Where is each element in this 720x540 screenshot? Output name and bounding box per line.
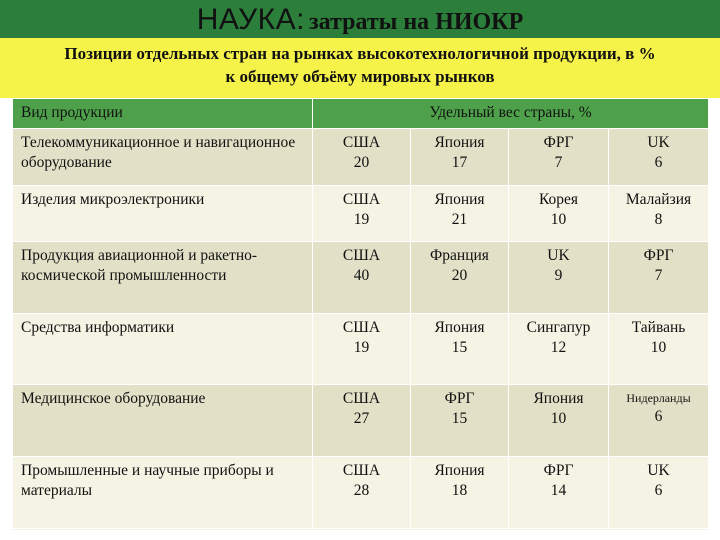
market-share-table bbox=[12, 98, 709, 529]
header-product: Вид продукции bbox=[13, 99, 313, 129]
country-name: Малайзия bbox=[625, 191, 692, 208]
product-name-cell: Промышленные и научные приборы и материалы bbox=[13, 457, 313, 529]
product-name-cell: Продукция авиационной и ракетно-космической промышленности bbox=[13, 242, 313, 314]
country-share-cell bbox=[313, 385, 411, 457]
country-share-cell bbox=[609, 457, 709, 529]
product-name-cell: Изделия микроэлектроники bbox=[13, 186, 313, 242]
country-share-cell bbox=[411, 242, 509, 314]
share-value: 28 bbox=[353, 482, 370, 499]
country-name: США bbox=[342, 191, 381, 208]
country-name: США bbox=[342, 319, 381, 336]
country-name: Япония bbox=[434, 134, 485, 151]
country-share-cell bbox=[313, 186, 411, 242]
share-value: 6 bbox=[654, 482, 663, 499]
product-name-cell: Телекоммуникационное и навигационное оборудование bbox=[13, 129, 313, 186]
country-share-cell bbox=[411, 314, 509, 385]
table-row bbox=[13, 186, 709, 242]
share-value: 40 bbox=[353, 267, 370, 284]
country-share-cell bbox=[509, 186, 609, 242]
country-name: Сингапур bbox=[526, 319, 591, 336]
table-row bbox=[13, 385, 709, 457]
country-share-cell bbox=[509, 242, 609, 314]
country-name: США bbox=[342, 247, 381, 264]
country-name: UK bbox=[547, 247, 570, 264]
country-share-cell bbox=[411, 457, 509, 529]
country-name: ФРГ bbox=[444, 390, 475, 407]
share-value: 15 bbox=[451, 339, 468, 356]
share-value: 10 bbox=[550, 211, 567, 228]
subtitle-box bbox=[0, 38, 720, 98]
share-value: 17 bbox=[451, 154, 468, 171]
country-name: США bbox=[342, 390, 381, 407]
country-share-cell bbox=[313, 129, 411, 186]
country-share-cell bbox=[609, 385, 709, 457]
table-row bbox=[13, 242, 709, 314]
share-value: 6 bbox=[654, 154, 663, 171]
subtitle-line-1: Позиции отдельных стран на рынках высокотехнологичной продукции, в % bbox=[64, 44, 656, 63]
country-name: UK bbox=[647, 134, 670, 151]
share-value: 7 bbox=[654, 267, 663, 284]
country-share-cell bbox=[411, 186, 509, 242]
country-share-cell bbox=[313, 242, 411, 314]
table-row bbox=[13, 314, 709, 385]
subtitle-line-2: к общему объёму мировых рынков bbox=[225, 67, 495, 86]
table-row bbox=[13, 457, 709, 529]
share-value: 12 bbox=[550, 339, 567, 356]
share-value: 18 bbox=[451, 482, 468, 499]
title-bar bbox=[0, 0, 720, 38]
country-share-cell bbox=[609, 314, 709, 385]
share-value: 20 bbox=[353, 154, 370, 171]
product-name-cell: Средства информатики bbox=[13, 314, 313, 385]
country-share-cell bbox=[411, 129, 509, 186]
country-share-cell bbox=[609, 186, 709, 242]
country-share-cell bbox=[411, 385, 509, 457]
share-value: 27 bbox=[353, 410, 370, 427]
country-name: США bbox=[342, 462, 381, 479]
data-table-wrap bbox=[12, 98, 708, 530]
country-name: ФРГ bbox=[543, 462, 574, 479]
country-name: Корея bbox=[538, 191, 579, 208]
share-value: 10 bbox=[550, 410, 567, 427]
country-name: Япония bbox=[434, 191, 485, 208]
share-value: 19 bbox=[353, 339, 370, 356]
country-name: Тайвань bbox=[631, 319, 686, 336]
country-name: Франция bbox=[430, 247, 489, 264]
country-name: Нидерланды bbox=[626, 391, 691, 405]
country-share-cell bbox=[509, 129, 609, 186]
slide-title-sub: затраты на НИОКР bbox=[308, 9, 524, 35]
country-name: Япония bbox=[434, 319, 485, 336]
country-share-cell bbox=[509, 314, 609, 385]
country-name: ФРГ bbox=[543, 134, 574, 151]
country-share-cell bbox=[509, 385, 609, 457]
share-value: 20 bbox=[451, 267, 468, 284]
country-share-cell bbox=[609, 129, 709, 186]
table-row bbox=[13, 129, 709, 186]
share-value: 14 bbox=[550, 482, 567, 499]
country-name: UK bbox=[647, 462, 670, 479]
share-value: 8 bbox=[654, 211, 663, 228]
share-value: 6 bbox=[654, 408, 663, 425]
country-name: Япония bbox=[434, 462, 485, 479]
country-share-cell bbox=[609, 242, 709, 314]
country-share-cell bbox=[313, 314, 411, 385]
country-name: Япония bbox=[533, 390, 584, 407]
table-body bbox=[13, 129, 709, 529]
share-value: 21 bbox=[451, 211, 468, 228]
share-value: 7 bbox=[554, 154, 563, 171]
share-value: 19 bbox=[353, 211, 370, 228]
country-share-cell bbox=[313, 457, 411, 529]
product-name-cell: Медицинское оборудование bbox=[13, 385, 313, 457]
country-name: ФРГ bbox=[643, 247, 674, 264]
share-value: 10 bbox=[650, 339, 667, 356]
slide-title-main: НАУКА: bbox=[196, 3, 305, 36]
country-share-cell bbox=[509, 457, 609, 529]
share-value: 9 bbox=[554, 267, 563, 284]
table-header-row bbox=[13, 99, 709, 129]
share-value: 15 bbox=[451, 410, 468, 427]
header-share: Удельный вес страны, % bbox=[313, 99, 709, 129]
country-name: США bbox=[342, 134, 381, 151]
